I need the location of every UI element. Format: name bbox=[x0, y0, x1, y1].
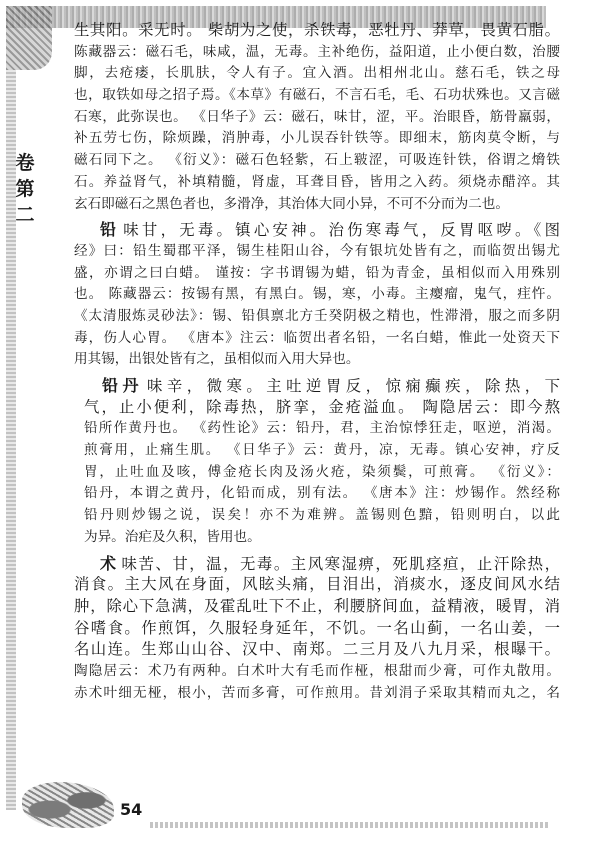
text-line bbox=[74, 328, 560, 350]
text-line bbox=[74, 263, 560, 285]
text-line-content: 气，止小便利，除毒热，脐挛，金疮溢血。 陶隐居云：即今熬 bbox=[84, 397, 560, 416]
text-line-content: 消食。主大风在身面，风眩头痛，目泪出，消痰水，逐皮间风水结 bbox=[74, 575, 560, 594]
entry-heading: 术 bbox=[100, 553, 118, 573]
chapter-label-char: 卷 bbox=[15, 152, 35, 174]
text-line bbox=[74, 483, 560, 505]
text-line-content: 谷嗜食。作煎饵，久服轻身延年，不饥。一名山蓟，一名山姜，一 bbox=[74, 618, 560, 637]
text-line bbox=[74, 284, 560, 306]
text-line-content: 经》曰：铅生蜀郡平泽，锡生桂阳山谷，今有银坑处皆有之，而临贺出锡尤 bbox=[74, 242, 560, 259]
text-line-content: 生其阳。采无时。 柴胡为之使，杀铁毒，恶牡丹、莽草，畏黄石脂。 bbox=[74, 21, 560, 39]
text-line bbox=[74, 618, 560, 640]
text-line bbox=[74, 397, 560, 419]
text-line bbox=[74, 128, 560, 150]
text-line bbox=[74, 172, 560, 194]
text-line bbox=[74, 349, 560, 371]
text-line-content: 玄石即磁石之黑色者也，多滑净，其治体大同小异，不可不分而为二也。 bbox=[74, 195, 509, 212]
text-line bbox=[74, 375, 560, 397]
text-line-content: 名山连。生郑山山谷、汉中、南郑。二三月及八九月采，根曝干。 bbox=[74, 640, 560, 659]
text-line-content: 味苦、甘，温，无毒。主风寒湿痹，死肌痉疸，止汗除热， bbox=[121, 554, 560, 573]
text-line-content: 盛，亦谓之曰白蜡。 谨按：字书谓锡为蜡，铅为青金，虽相似而入用殊别 bbox=[74, 264, 560, 281]
text-line-content: 磁石同下之。 《衍义》：磁石色轻紫，石上皲涩，可吸连针铁，俗谓之熁铁 bbox=[74, 152, 560, 169]
text-line bbox=[74, 596, 560, 618]
text-line-content: 煎膏用，止痛生肌。 《日华子》云：黄丹，凉，无毒。镇心安神，疗反 bbox=[84, 442, 560, 459]
text-line-content: 用其锡，出银处皆有之，虽相似而入用大异也。 bbox=[74, 351, 360, 368]
text-line-content: 味甘，无毒。镇心安神。治伤寒毒气，反胃呕哕。《图 bbox=[123, 221, 560, 240]
text-line bbox=[74, 440, 560, 462]
text-line-content: 补五劳七伤，除烦躁，消肿毒，小儿误吞针铁等。即细末，筋肉莫令断，与 bbox=[74, 130, 560, 147]
text-line-content: 肿，除心下急满，及霍乱吐下不止，利腰脐间血，益精液，暖胃，消 bbox=[74, 596, 560, 615]
text-line-content: 铅丹则炒锡之说，误矣！亦不为难辨。盖锡则色黯，铅则明白，以此 bbox=[84, 507, 560, 524]
entry-heading: 铅 bbox=[100, 220, 120, 240]
text-line bbox=[74, 306, 560, 328]
text-line bbox=[74, 418, 560, 440]
chapter-label-char: 第 bbox=[15, 178, 35, 200]
text-line-content: 陶隐居云：术乃有两种。白术叶大有毛而作桠，根甜而少膏，可作丸散用。 bbox=[74, 662, 560, 679]
text-line-content: 为异。治疟及久积，皆用也。 bbox=[84, 528, 261, 545]
text-line-content: 味辛，微寒。主吐逆胃反，惊痫癫疾，除热，下 bbox=[146, 377, 560, 395]
text-line bbox=[74, 553, 560, 575]
text-line bbox=[74, 462, 560, 484]
page-body-text bbox=[74, 20, 560, 704]
text-line bbox=[74, 107, 560, 129]
text-line bbox=[74, 574, 560, 596]
text-line-content: 铅丹，本谓之黄丹，化铅而成，别有法。 《唐本》注：炒锡作。然经称 bbox=[84, 485, 560, 502]
text-line bbox=[74, 683, 560, 705]
text-line bbox=[74, 661, 560, 683]
decorative-corner-ornament bbox=[6, 6, 52, 70]
text-line-content: 胃，止吐血及咳，傅金疮长肉及汤火疮，染须鬓，可煎膏。 《衍义》： bbox=[84, 463, 560, 480]
text-line-content: 也。 陈藏器云：按锡有黑，有黑白。锡，寒，小毒。主瘿瘤，鬼气，疰忤。 bbox=[74, 286, 560, 303]
text-line-content: 脚，去疮瘘，长肌肤，令人有子。宜入酒。出相州北山。慈石毛，铁之母 bbox=[74, 65, 560, 82]
text-line-content: 《太清服炼灵砂法》：锡、铅俱禀北方壬癸阴极之精也，性滞滑，服之而多阴 bbox=[74, 307, 560, 324]
text-line bbox=[74, 42, 560, 64]
text-line bbox=[74, 85, 560, 107]
text-line-content: 石寒，此弥误也。 《日华子》云：磁石，味甘，涩，平。治眼昏，筋骨羸弱， bbox=[74, 108, 560, 125]
chapter-label bbox=[12, 150, 38, 228]
text-line bbox=[74, 20, 560, 42]
chapter-label-char: 二 bbox=[15, 204, 35, 226]
text-line bbox=[74, 150, 560, 172]
text-line-content: 赤术叶细无桠，根小，苦而多膏，可作煎用。昔刘涓子采取其精而丸之，名 bbox=[74, 684, 560, 701]
text-line bbox=[74, 639, 560, 661]
text-line bbox=[74, 194, 560, 216]
text-line-content: 石。养益肾气，补填精髓，肾虚，耳聋目昏，皆用之入药。须烧赤醋淬。其 bbox=[74, 173, 560, 190]
text-line-content: 毒，伤人心胃。 《唐本》注云：临贺出者名铅，一名白蜡，惟此一处资天下 bbox=[74, 329, 560, 346]
text-line bbox=[74, 505, 560, 527]
entry-heading: 铅丹 bbox=[102, 376, 143, 395]
text-line-content: 铅所作黄丹也。 《药性论》云：铅丹，君，主治惊悸狂走，呕逆，消渴。 bbox=[84, 420, 560, 437]
decorative-border-bottom bbox=[150, 822, 550, 828]
page-number: 54 bbox=[120, 800, 143, 819]
text-line-content: 陈藏器云：磁石毛，味咸，温，无毒。主补绝伤，益阳道，止小便白数，治腰 bbox=[74, 43, 560, 60]
text-line bbox=[74, 63, 560, 85]
text-line bbox=[74, 527, 560, 549]
dragon-ornament-icon bbox=[22, 782, 114, 828]
text-line bbox=[74, 219, 560, 241]
text-line-content: 也，取铁如母之招子焉。《本草》有磁石，不言石毛，毛、石功状殊也。又言磁 bbox=[74, 87, 560, 104]
text-line bbox=[74, 241, 560, 263]
